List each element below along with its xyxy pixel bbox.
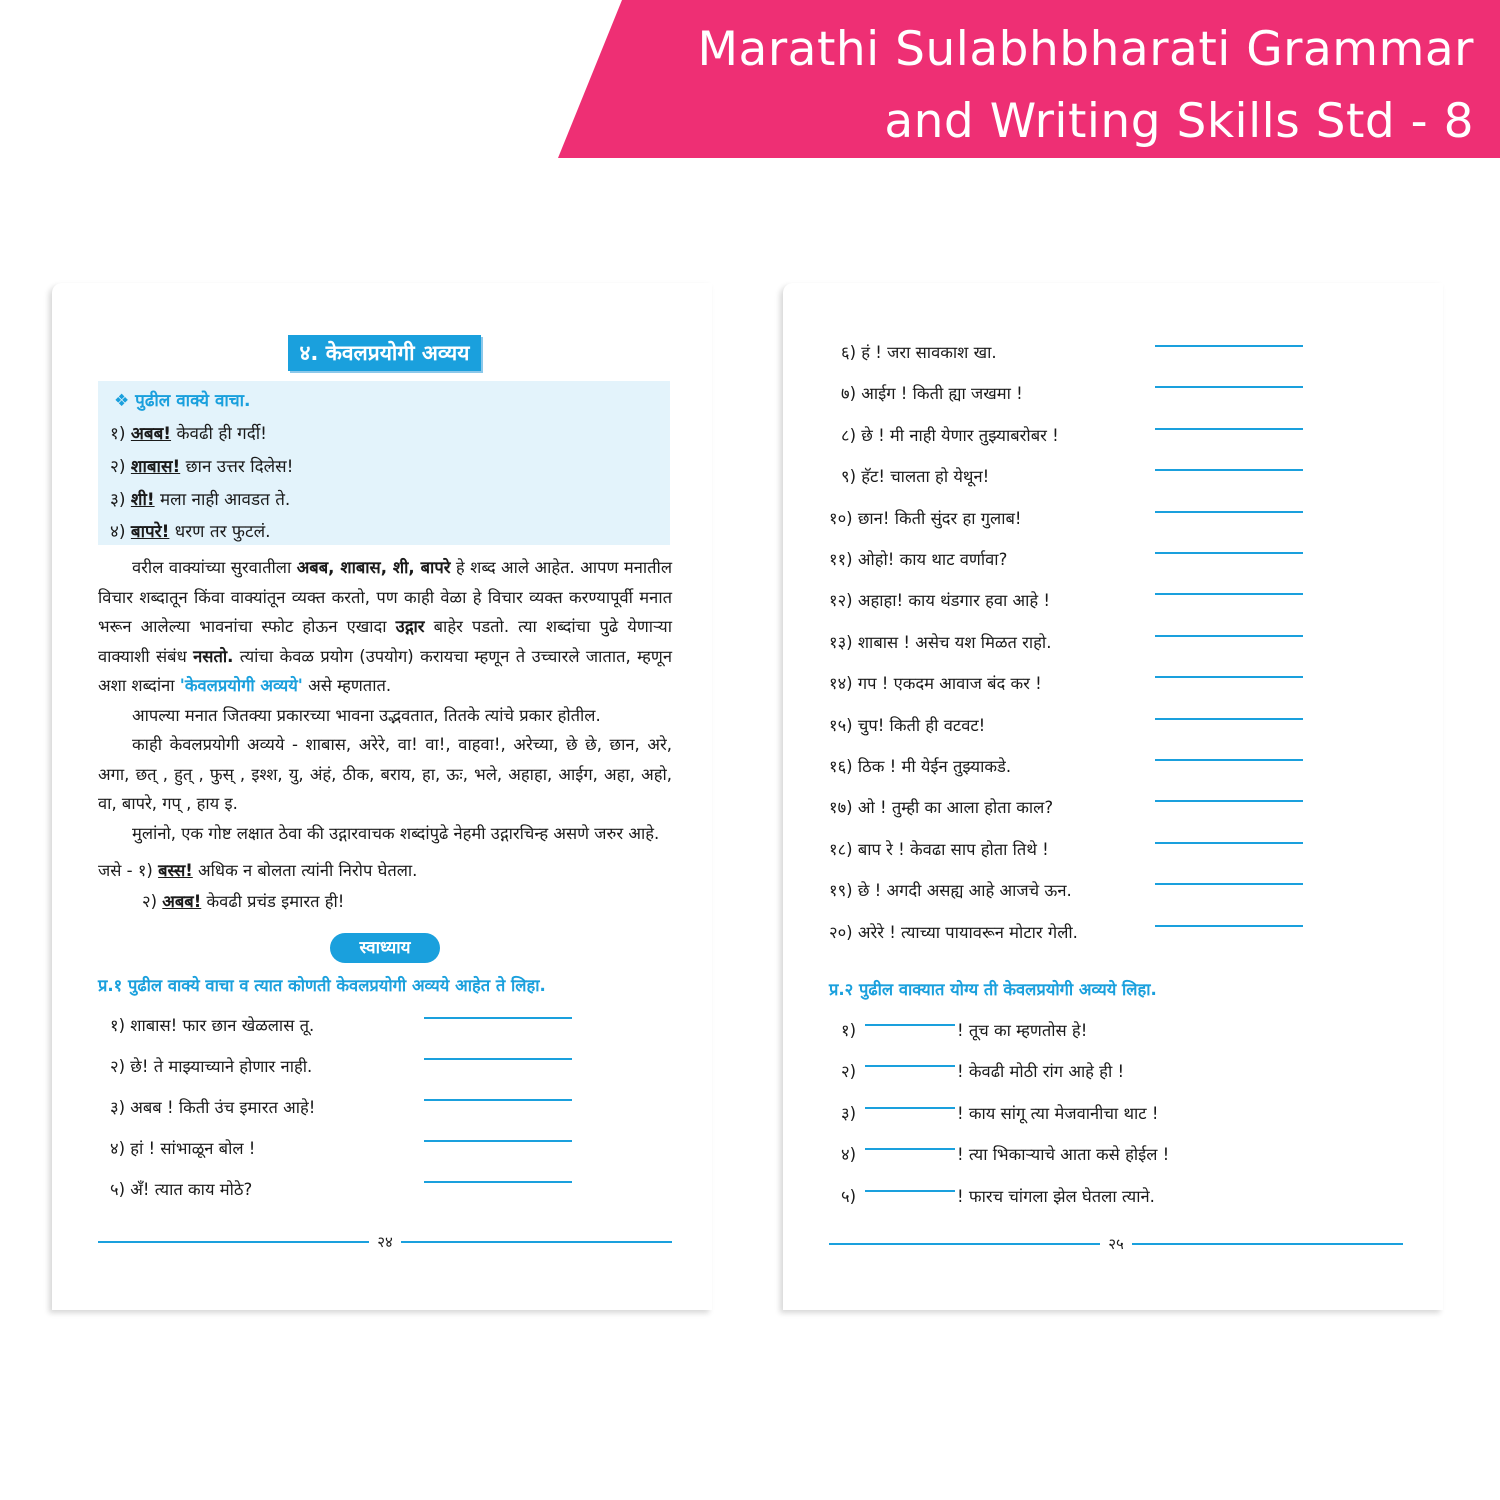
example-word: शाबास! (130, 457, 181, 477)
example-num: २) (110, 457, 126, 477)
banner-title-line2: and Writing Skills Std - 8 (884, 94, 1474, 149)
answer-blank[interactable] (1155, 635, 1303, 637)
example-text: छान उत्तर दिलेस! (180, 457, 294, 477)
answer-blank[interactable] (1155, 428, 1303, 430)
bold-text: नसतो. (193, 646, 234, 666)
answer-blank[interactable] (1155, 842, 1303, 844)
header-banner (0, 0, 1500, 158)
text: बाहेर पडतो. त्या शब्दांचा पुढे येणाऱ्या वाक्याशी संबंध (98, 617, 672, 666)
answer-blank[interactable] (424, 1181, 572, 1183)
exercise-item: १६) ठिक ! मी येईन तुझ्याकडे. (829, 757, 1012, 776)
exercise-item: १९) छे ! अगदी असह्य आहे आजचे ऊन. (829, 881, 1072, 900)
q2-item (841, 1101, 1159, 1124)
exercise-item: १२) अहाहा! काय थंडगार हवा आहे ! (829, 591, 1051, 610)
example-num: २) (142, 892, 158, 911)
q2-item (841, 1142, 1170, 1165)
q2-text: ! त्या भिकाऱ्याचे आता कसे होईल ! (957, 1145, 1170, 1164)
example-word: अबब! (162, 892, 202, 911)
exercise-item: २०) अरेरे ! त्याच्या पायावरून मोटार गेली. (829, 923, 1078, 942)
answer-blank[interactable] (424, 1140, 572, 1142)
example-word: अबब! (130, 424, 172, 444)
q2-num: १) (841, 1021, 857, 1040)
paragraph-1 (98, 553, 672, 701)
example-line-2 (142, 889, 344, 912)
q2-item (841, 1184, 1155, 1207)
example-1 (110, 421, 267, 444)
page-number: २४ (369, 1233, 401, 1251)
fill-blank[interactable] (865, 1024, 955, 1026)
question-1-heading: प्र.१ पुढील वाक्ये वाचा व त्यात कोणती केवलप्रयोगी अव्यये आहेत ते लिहा. (98, 976, 546, 995)
paragraph-3: काही केवलप्रयोगी अव्यये - शाबास, अरेरे, वा! वा!, वाहवा!, अरेच्या, छे छे, छान, अरे, अगा, छत् , हुत् , फुस् , इश्श, यु, अंहं, ठीक, बराय, हा, ऊः, भले, अहाहा, आईग, अहा, अहो, वा, बापरे, गप् , हाय इ. (98, 735, 672, 813)
highlight-term: 'केवलप्रयोगी अव्यये' (179, 676, 303, 695)
q2-text: ! केवढी मोठी रांग आहे ही ! (957, 1062, 1125, 1081)
text: हे शब्द आले आहेत. आपण मनातील विचार शब्दातून किंवा वाक्यांतून व्यक्त करतो, पण काही वेळा हे विचार व्यक्त करण्यापूर्वी मनात भरून आलेल्या भावनांचा स्फोट होऊन एखादा (98, 558, 673, 636)
answer-blank[interactable] (1155, 552, 1303, 554)
swadhyay-pill: स्वाध्याय (330, 933, 440, 963)
example-3 (110, 487, 290, 510)
bold-text: उद्गार (395, 617, 425, 636)
example-4 (110, 519, 271, 542)
example-prefix: जसे - १) (98, 861, 153, 880)
paragraph-4: मुलांनो, एक गोष्ट लक्षात ठेवा की उद्गारवाचक शब्दांपुढे नेहमी उद्गारचिन्ह असणे जरुर आहे. (132, 823, 660, 843)
example-num: ३) (110, 490, 126, 510)
explanation-text (98, 553, 672, 848)
q2-num: २) (841, 1062, 857, 1081)
answer-blank[interactable] (424, 1017, 572, 1019)
example-num: ४) (110, 522, 126, 542)
fill-blank[interactable] (865, 1190, 955, 1192)
answer-blank[interactable] (424, 1058, 572, 1060)
q1-item: २) छे! ते माझ्याच्याने होणार नाही. (110, 1057, 313, 1076)
q2-text: ! फारच चांगला झेल घेतला त्याने. (957, 1187, 1155, 1206)
exercise-item: ९) हॅट! चालता हो येथून! (841, 467, 990, 486)
answer-blank[interactable] (1155, 386, 1303, 388)
text: असे म्हणतात. (302, 676, 392, 695)
answer-blank[interactable] (1155, 718, 1303, 720)
fill-blank[interactable] (865, 1065, 955, 1067)
example-word: शी! (130, 490, 155, 510)
exercise-item: ८) छे ! मी नाही येणार तुझ्याबरोबर ! (841, 426, 1059, 445)
q1-item: ५) अँ! त्यात काय मोठे? (110, 1180, 253, 1199)
q1-item: ४) हां ! सांभाळून बोल ! (110, 1139, 256, 1158)
example-text: केवढी ही गर्दी! (171, 424, 267, 444)
exercise-item: १७) ओ ! तुम्ही का आला होता काल? (829, 798, 1054, 817)
page-number-wrap (345, 1232, 425, 1252)
q2-num: ३) (841, 1104, 857, 1123)
page-number: २५ (1100, 1235, 1132, 1253)
fill-blank[interactable] (865, 1148, 955, 1150)
answer-blank[interactable] (1155, 593, 1303, 595)
q2-num: ४) (841, 1145, 857, 1164)
example-2 (110, 454, 293, 477)
example-text: केवढी प्रचंड इमारत ही! (201, 892, 345, 911)
answer-blank[interactable] (1155, 676, 1303, 678)
exercise-item: १०) छान! किती सुंदर हा गुलाब! (829, 509, 1022, 528)
exercise-item: ७) आईग ! किती ह्या जखमा ! (841, 384, 1023, 403)
exercise-item: ६) हं ! जरा सावकाश खा. (841, 343, 997, 362)
exercise-item: १८) बाप रे ! केवढा साप होता तिथे ! (829, 840, 1049, 859)
text: वरील वाक्यांच्या सुरवातीला (132, 558, 297, 577)
example-text: मला नाही आवडत ते. (154, 490, 291, 510)
banner-title-line1: Marathi Sulabhbharati Grammar (697, 22, 1474, 77)
answer-blank[interactable] (1155, 511, 1303, 513)
right-page (783, 283, 1443, 1310)
answer-blank[interactable] (1155, 469, 1303, 471)
example-text: धरण तर फुटलं. (169, 522, 271, 542)
read-heading: ❖ पुढील वाक्ये वाचा. (114, 391, 251, 411)
answer-blank[interactable] (1155, 925, 1303, 927)
question-2-heading: प्र.२ पुढील वाक्यात योग्य ती केवलप्रयोगी अव्यये लिहा. (829, 980, 1157, 999)
q2-num: ५) (841, 1187, 857, 1206)
exercise-item: ११) ओहो! काय थाट वर्णावा? (829, 550, 1008, 569)
fill-blank[interactable] (865, 1107, 955, 1109)
example-word: बस्स! (158, 861, 193, 880)
banner-title (697, 14, 1474, 158)
page-number-wrap (1076, 1234, 1156, 1254)
exercise-item: १५) चुप! किती ही वटवट! (829, 716, 986, 735)
q2-item (841, 1059, 1125, 1082)
q2-text: ! तूच का म्हणतोस हे! (957, 1021, 1088, 1040)
example-num: १) (110, 424, 126, 444)
left-page (52, 283, 712, 1310)
exercise-item: १३) शाबास ! असेच यश मिळत राहो. (829, 633, 1052, 652)
example-text: अधिक न बोलता त्यांनी निरोप घेतला. (192, 861, 418, 880)
answer-blank[interactable] (1155, 759, 1303, 761)
text: त्यांचा केवळ प्रयोग (उपयोग) करायचा म्हणून ते उच्चारले जातात, म्हणून अशा शब्दांना (98, 646, 672, 695)
paragraph-2: आपल्या मनात जितक्या प्रकारच्या भावना उद्भवतात, तितके त्यांचे प्रकार होतील. (132, 705, 601, 725)
example-line-1 (98, 858, 417, 881)
exercise-item: १४) गप ! एकदम आवाज बंद कर ! (829, 674, 1042, 693)
answer-blank[interactable] (424, 1099, 572, 1101)
q1-item: ३) अबब ! किती उंच इमारत आहे! (110, 1098, 316, 1117)
chapter-title: ४. केवलप्रयोगी अव्यय (288, 335, 481, 371)
answer-blank[interactable] (1155, 345, 1303, 347)
answer-blank[interactable] (1155, 883, 1303, 885)
bold-text: अबब, शाबास, शी, बापरे (296, 558, 451, 577)
q2-item (841, 1018, 1088, 1041)
answer-blank[interactable] (1155, 800, 1303, 802)
example-word: बापरे! (130, 522, 170, 542)
q2-text: ! काय सांगू त्या मेजवानीचा थाट ! (957, 1104, 1159, 1123)
q1-item: १) शाबास! फार छान खेळलास तू. (110, 1016, 315, 1035)
